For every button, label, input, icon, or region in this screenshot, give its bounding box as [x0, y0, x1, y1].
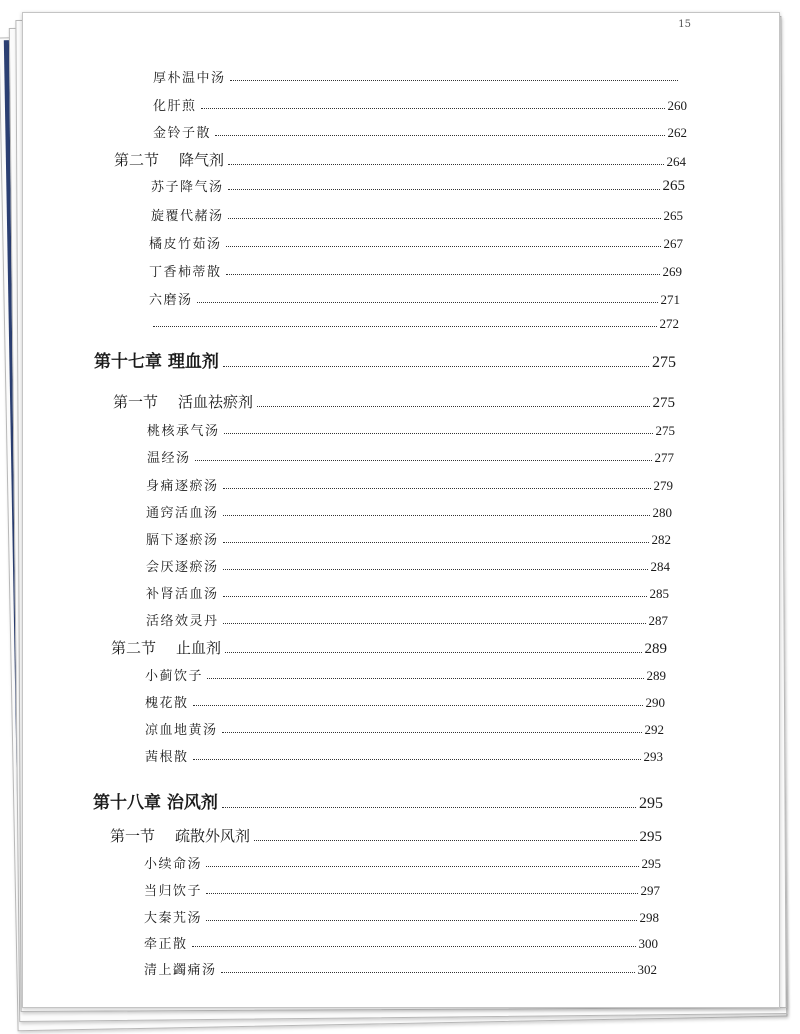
toc-entry — [151, 176, 685, 195]
dot-leader — [226, 245, 661, 247]
dot-leader — [193, 758, 641, 760]
toc-entry-label: 通窍活血汤 — [146, 506, 219, 521]
toc-section-label: 疏散外风剂 — [175, 827, 251, 845]
dot-leader — [223, 365, 649, 367]
toc-page-number: 272 — [659, 316, 679, 331]
toc-page-number: 262 — [667, 125, 687, 140]
dot-leader — [222, 806, 636, 808]
toc-entry — [151, 205, 683, 224]
toc-section-label: 活血祛瘀剂 — [178, 393, 254, 411]
toc-page-number: 284 — [650, 559, 670, 574]
dot-leader — [228, 188, 660, 190]
dot-leader — [222, 731, 642, 733]
dot-leader — [197, 301, 658, 303]
toc-page-number: 280 — [652, 505, 672, 520]
toc-section — [114, 149, 686, 170]
toc-entry — [144, 907, 659, 926]
toc-page-number: 265 — [663, 208, 683, 223]
toc-page-number: 267 — [663, 236, 683, 251]
toc-section — [113, 391, 675, 412]
toc-page-number: 285 — [649, 586, 669, 601]
dot-leader — [257, 405, 649, 407]
toc-page-number: 275 — [652, 395, 675, 411]
toc-entry — [146, 475, 673, 494]
toc-entry-label: 旋覆代赭汤 — [151, 209, 224, 224]
toc-section — [111, 637, 667, 658]
toc-page-number: 295 — [639, 795, 663, 812]
toc-entry-label: 温经汤 — [147, 451, 191, 466]
toc-entry-label: 六磨汤 — [149, 293, 193, 308]
dot-leader — [226, 273, 660, 275]
toc-page-number: 269 — [662, 264, 682, 279]
toc-section-number: 第一节 — [110, 827, 156, 845]
toc-page-number: 295 — [639, 829, 662, 845]
dot-leader — [228, 217, 661, 219]
toc-entry — [144, 959, 657, 978]
toc-entry — [147, 420, 675, 439]
dot-leader — [254, 839, 636, 841]
toc-entry-label: 桃核承气汤 — [147, 424, 220, 439]
toc-entry-label: 凉血地黄汤 — [145, 723, 218, 738]
toc-entry-label: 活络效灵丹 — [146, 614, 219, 629]
toc-entry — [145, 746, 663, 765]
toc-entry-label: 橘皮竹茹汤 — [149, 237, 222, 252]
toc-page-number: 289 — [646, 668, 666, 683]
dot-leader — [223, 568, 648, 570]
toc-section — [110, 825, 662, 846]
toc-entry — [146, 583, 669, 602]
corner-page-mark: 15 — [678, 19, 691, 30]
dot-leader — [228, 163, 663, 165]
toc-entry-label: 当归饮子 — [144, 884, 203, 899]
dot-leader — [223, 595, 647, 597]
toc-entry — [146, 502, 672, 521]
toc-entry-label: 清上蠲痛汤 — [144, 963, 217, 978]
toc-entry — [145, 719, 664, 738]
toc-entry-label: 化肝煎 — [153, 99, 197, 114]
toc-chapter-label: 第十七章 理血剂 — [94, 352, 219, 372]
toc-entry-label: 丁香柿蒂散 — [149, 265, 222, 280]
toc-entry-label: 大秦艽汤 — [144, 911, 203, 926]
toc-page-number: 302 — [637, 962, 657, 977]
dot-leader — [223, 622, 646, 624]
toc-section-label: 降气剂 — [179, 151, 225, 169]
toc-entry-label: 小续命汤 — [144, 857, 203, 872]
toc-section-number: 第一节 — [113, 393, 159, 411]
toc-page — [22, 12, 780, 1008]
toc-entry — [144, 933, 658, 952]
dot-leader — [223, 541, 649, 543]
toc-page-number: 289 — [644, 641, 667, 657]
dot-leader — [221, 971, 635, 973]
toc-entry-label: 小蓟饮子 — [145, 669, 204, 684]
dot-leader — [195, 459, 652, 461]
dot-leader — [207, 677, 643, 679]
toc-entry — [153, 122, 687, 141]
toc-entry — [153, 67, 681, 86]
dot-leader — [225, 651, 641, 653]
toc-entry — [153, 95, 687, 114]
toc-page-number: 271 — [660, 292, 680, 307]
toc-page-number: 293 — [643, 749, 663, 764]
toc-entry-label: 身痛逐瘀汤 — [146, 479, 219, 494]
toc-page-number: 264 — [666, 154, 686, 169]
toc-section-number: 第二节 — [111, 639, 157, 657]
toc-entry-label: 牵正散 — [144, 937, 188, 952]
toc-section-number: 第二节 — [114, 151, 160, 169]
toc-page-number: 279 — [653, 478, 673, 493]
toc-entry — [144, 853, 661, 872]
dot-leader — [153, 325, 657, 327]
toc-entry-label: 茜根散 — [145, 750, 189, 765]
dot-leader — [215, 134, 664, 136]
dot-leader — [192, 945, 636, 947]
toc-chapter — [94, 347, 676, 372]
toc-entry-label: 膈下逐瘀汤 — [146, 533, 219, 548]
toc-entry-label: 厚朴温中汤 — [153, 71, 226, 86]
toc-entry-label: 会厌逐瘀汤 — [146, 560, 219, 575]
toc-section-label: 止血剂 — [176, 639, 222, 657]
dot-leader — [223, 514, 650, 516]
toc-entry — [145, 665, 666, 684]
toc-chapter-label: 第十八章 治风剂 — [93, 793, 218, 813]
toc-entry-label: 槐花散 — [145, 696, 189, 711]
toc-entry — [149, 289, 680, 308]
toc-entry — [149, 233, 683, 252]
toc-entry — [146, 529, 671, 548]
dot-leader — [201, 107, 665, 109]
toc-page-number: 282 — [651, 532, 671, 547]
toc-page-number: 287 — [648, 613, 668, 628]
toc-entry-label: 苏子降气汤 — [151, 180, 224, 195]
dot-leader — [230, 79, 678, 81]
dot-leader — [206, 892, 637, 894]
dot-leader — [223, 487, 651, 489]
toc-page-number: 300 — [638, 936, 658, 951]
dot-leader — [193, 704, 643, 706]
toc-page-number: 275 — [652, 354, 676, 371]
toc-chapter — [93, 788, 663, 813]
toc-entry — [149, 316, 679, 332]
dot-leader — [224, 432, 653, 434]
toc-page-number: 290 — [645, 695, 665, 710]
toc-page-number: 297 — [640, 883, 660, 898]
toc-page-number: 265 — [662, 178, 685, 194]
toc-entry — [144, 880, 660, 899]
toc-entry — [146, 556, 670, 575]
toc-page-number: 275 — [655, 423, 675, 438]
toc-entry — [146, 610, 668, 629]
toc-page-number: 277 — [654, 450, 674, 465]
toc-page-number: 295 — [641, 856, 661, 871]
toc-entry — [149, 261, 682, 280]
dot-leader — [206, 919, 636, 921]
toc-page-number: 298 — [639, 910, 659, 925]
toc-page-number: 260 — [667, 98, 687, 113]
toc-page-number: 292 — [644, 722, 664, 737]
toc-entry-label: 金铃子散 — [153, 126, 212, 141]
toc-entry — [145, 692, 665, 711]
toc-entry — [147, 447, 674, 466]
toc-entry-label: 补肾活血汤 — [146, 587, 219, 602]
dot-leader — [206, 865, 638, 867]
